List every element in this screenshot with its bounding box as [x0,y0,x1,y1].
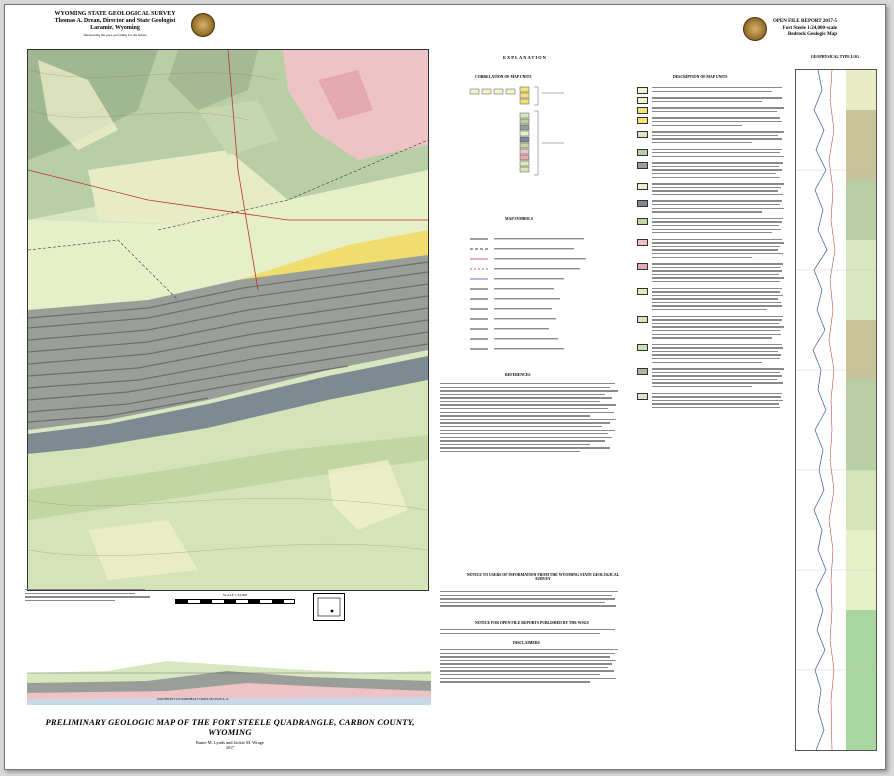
scale-graphic [175,599,295,604]
cross-section [27,653,431,705]
map-credits [25,589,165,603]
map-title: PRELIMINARY GEOLOGIC MAP OF THE FORT STEELE QUADRANGLE, CARBON COUNTY, WYOMING [45,717,415,737]
description-title: DESCRIPTION OF MAP UNITS [673,75,728,79]
map-year: 2017 [226,745,234,750]
title-block [25,717,435,750]
notice2-title: NOTICE FOR OPEN FILE REPORTS PUBLISHED BY THE WSGS [475,621,589,625]
scale-label: SCALE 1:24,000 [222,593,248,597]
report-number: OPEN FILE REPORT 2017-5 [772,19,837,24]
correlation-title: CORRELATION OF MAP UNITS [475,75,532,79]
wyoming-locator-map [313,593,345,621]
header-left [15,11,215,39]
references-title: REFERENCES [505,373,531,377]
strat-frame [795,69,877,751]
disclaimers-title: DISCLAIMERS [513,641,540,645]
unit-descriptions [637,87,787,414]
wsgs-seal-icon-right [743,17,767,41]
notice2-text [440,629,620,636]
quad-scale: Fort Steele 1:24,000-scale [782,25,837,31]
notice-title: NOTICE TO USERS OF INFORMATION FROM THE WYOMING STATE GEOLOGICAL SURVEY [466,573,620,581]
references-text [440,383,620,455]
header-right [773,19,837,39]
symbols-title: MAP SYMBOLS [505,217,533,221]
disclaimers-text [440,649,620,685]
explanation-title: EXPLANATION [503,55,547,60]
strat-title: GEOPHYSICAL TYPE LOG [810,55,860,59]
survey-name: WYOMING STATE GEOLOGICAL SURVEY [54,11,176,17]
cross-section-label: SOUTHWEST TO NORTHEAST CROSS SECTION A–A' [157,697,229,701]
notice-text [440,591,620,609]
scale-bar [175,593,295,604]
map-authors: Ranie M. Lynds and Jackie M. Wrage [196,740,264,745]
survey-location: Laramie, Wyoming [90,25,140,31]
wsgs-seal-icon [191,13,215,37]
director-name: Thomas A. Drean, Director and State Geologist [54,18,176,24]
survey-tagline: Interpreting the past, providing for the future [83,33,147,37]
map-sheet [4,4,886,770]
strat-column [795,55,875,755]
geologic-map[interactable] [27,49,429,591]
map-symbols [470,235,590,365]
map-type: Bedrock Geologic Map [787,32,837,37]
correlation-chart [460,83,580,188]
